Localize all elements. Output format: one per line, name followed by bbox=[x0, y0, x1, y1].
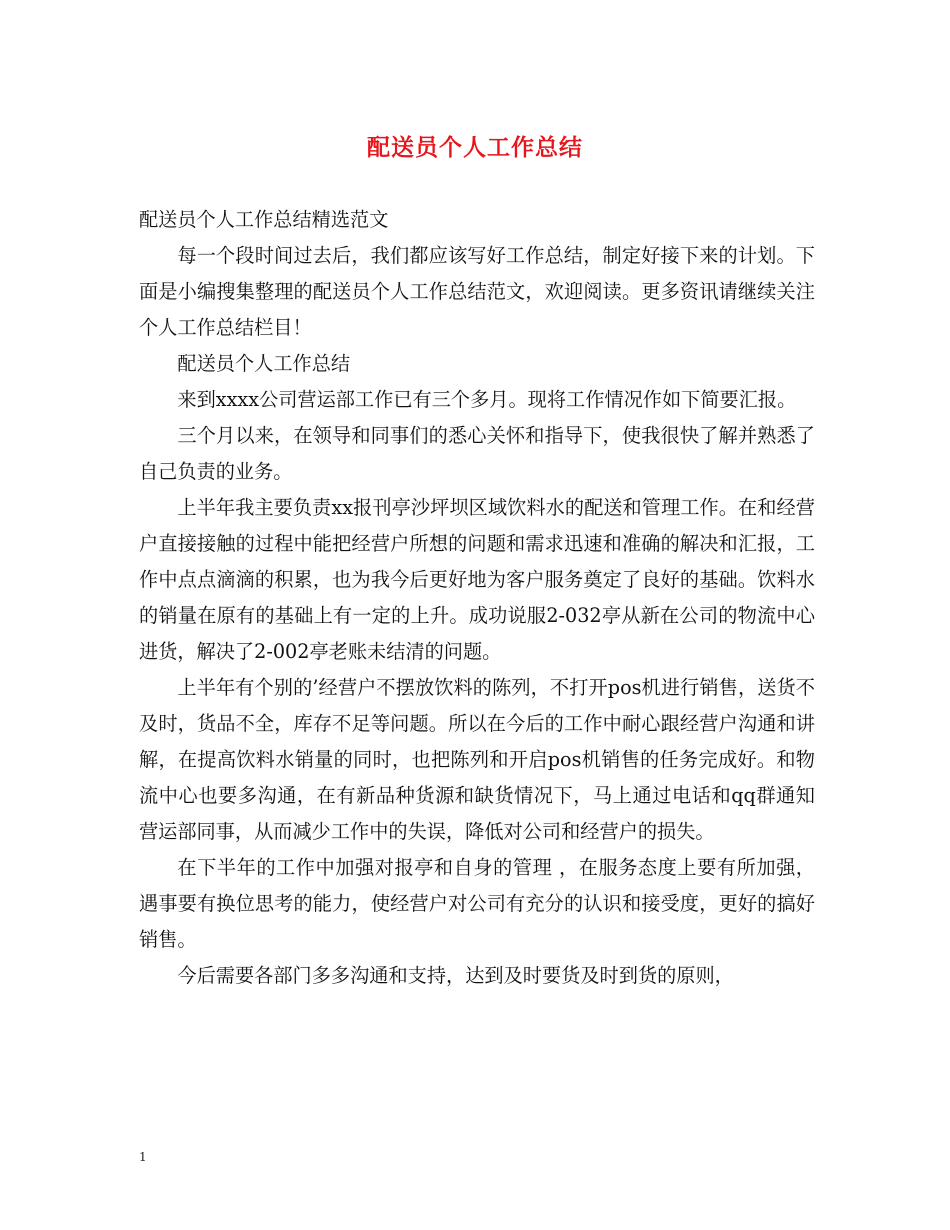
paragraph: 上半年我主要负责xx报刊亭沙坪坝区域饮料水的配送和管理工作。在和经营户直接接触的过程中能把经营户所想的问题和需求迅速和准确的解决和汇报，工作中点点滴滴的积累，也为我今后更好地为客户服务奠定了良好的基础。饮料水的销量在原有的基础上有一定的上升。成功说服2-032亭从新在公司的物流中心进货，解决了2-002亭老账未结清的问题。 bbox=[139, 496, 815, 663]
document-title: 配送员个人工作总结 bbox=[367, 134, 583, 161]
paragraph-heading: 配送员个人工作总结 bbox=[177, 352, 351, 375]
page-number: 1 bbox=[139, 1150, 147, 1164]
paragraph: 上半年有个别的’经营户不摆放饮料的陈列，不打开pos机进行销售，送货不及时，货品不全，库存不足等问题。所以在今后的工作中耐心跟经营户沟通和讲解，在提高饮料水销量的同时，也把陈列和开启pos机销售的任务完成好。和物流中心也要多沟通，在有新品种货源和缺货情况下，马上通过电话和qq群通知营运部同事，从而减少工作中的失误，降低对公司和经营户的损失。 bbox=[139, 676, 815, 843]
paragraph: 三个月以来，在领导和同事们的悉心关怀和指导下，使我很快了解并熟悉了自己负责的业务。 bbox=[139, 424, 815, 483]
document-subtitle: 配送员个人工作总结精选范文 bbox=[139, 208, 389, 231]
paragraph: 今后需要各部门多多沟通和支持，达到及时要货及时到货的原则， bbox=[177, 964, 734, 987]
paragraph: 在下半年的工作中加强对报亭和自身的管理 ，在服务态度上要有所加强，遇事要有换位思考的能力，使经营户对公司有充分的认识和接受度，更好的搞好销售。 bbox=[139, 856, 815, 951]
paragraph-intro: 每一个段时间过去后，我们都应该写好工作总结，制定好接下来的计划。下面是小编搜集整理的配送员个人工作总结范文，欢迎阅读。更多资讯请继续关注个人工作总结栏目！ bbox=[139, 244, 815, 339]
document-body bbox=[139, 202, 815, 994]
paragraph: 来到xxxx公司营运部工作已有三个多月。现将工作情况作如下简要汇报。 bbox=[177, 388, 797, 411]
